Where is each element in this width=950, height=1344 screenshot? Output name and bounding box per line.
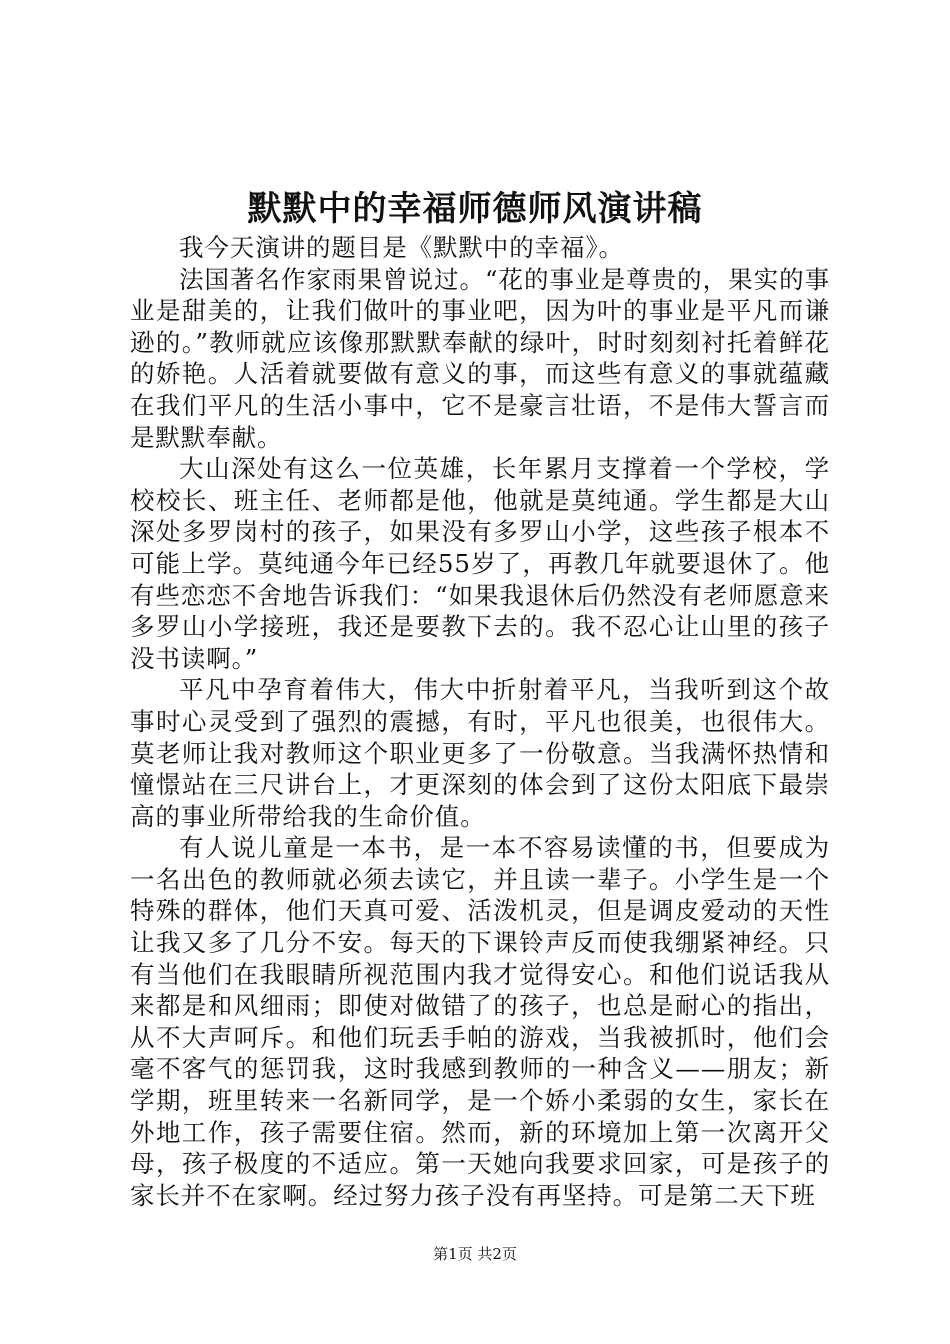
page-footer: 第1页 共2页 bbox=[433, 1245, 517, 1263]
document-body bbox=[130, 232, 830, 1211]
paragraph-2: 法国著名作家雨果曾说过。“花的事业是尊贵的，果实的事业是甜美的，让我们做叶的事业吧，因为叶的事业是平凡而谦逊的。”教师就应该像那默默奉献的绿叶，时时刻刻衬托着鲜花的娇艳。人活着就要做有意义的事，而这些有意义的事就蕴藏在我们平凡的生活小事中，它不是豪言壮语，不是伟大誓言而是默默奉献。 bbox=[130, 264, 830, 452]
paragraph-1: 我今天演讲的题目是《默默中的幸福》。 bbox=[179, 233, 624, 262]
paragraph-4: 平凡中孕育着伟大，伟大中折射着平凡，当我听到这个故事时心灵受到了强烈的震撼，有时，平凡也很美，也很伟大。莫老师让我对教师这个职业更多了一份敬意。当我满怀热情和憧憬站在三尺讲台上，才更深刻的体会到了这份太阳底下最崇高的事业所带给我的生命价值。 bbox=[130, 675, 830, 831]
paragraph-5: 有人说儿童是一本书，是一本不容易读懂的书，但要成为一名出色的教师就必须去读它，并且读一辈子。小学生是一个特殊的群体，他们天真可爱、活泼机灵，但是调皮爱动的天性让我又多了几分不安。每天的下课铃声反而使我绷紧神经。只有当他们在我眼睛所视范围内我才觉得安心。和他们说话我从来都是和风细雨；即使对做错了的孩子，也总是耐心的指出，从不大声呵斥。和他们玩丢手帕的游戏，当我被抓时，他们会毫不客气的惩罚我，这时我感到教师的一种含义——朋友；新学期，班里转来一名新同学，是一个娇小柔弱的女生，家长在外地工作，孩子需要住宿。然而，新的环境加上第一次离开父母，孩子极度的不适应。第一天她向我要求回家，可是孩子的家长并不在家啊。经过努力孩子没有再坚持。可是第二天下班 bbox=[130, 833, 830, 1210]
paragraph-3: 大山深处有这么一位英雄，长年累月支撑着一个学校，学校校长、班主任、老师都是他，他就是莫纯通。学生都是大山深处多罗岗村的孩子，如果没有多罗山小学，这些孩子根本不可能上学。莫纯通今年已经55岁了，再教几年就要退休了。他有些恋恋不舍地告诉我们：“如果我退休后仍然没有老师愿意来多罗山小学接班，我还是要教下去的。我不忍心让山里的孩子没书读啊。” bbox=[130, 454, 830, 673]
page-title: 默默中的幸福师德师风演讲稿 bbox=[247, 189, 703, 229]
